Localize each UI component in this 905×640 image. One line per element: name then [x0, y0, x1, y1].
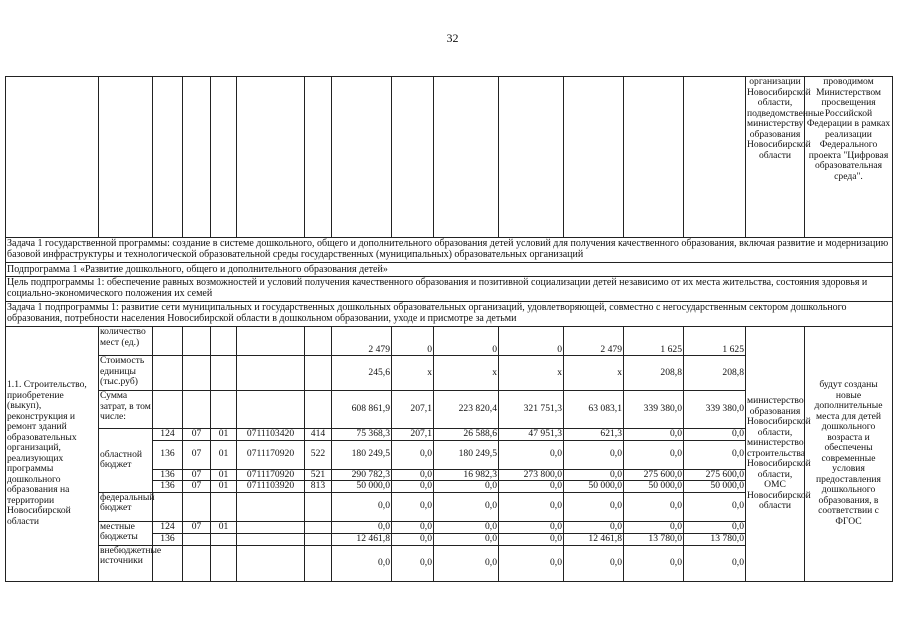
value-cell: 0,0 — [434, 545, 499, 581]
value-cell: 63 083,1 — [564, 391, 624, 429]
csr-code: 0711170920 — [237, 469, 305, 481]
value-cell: x — [499, 356, 564, 391]
value-cell: 0,0 — [684, 545, 746, 581]
value-cell: 0,0 — [564, 440, 624, 469]
value-cell: 0,0 — [392, 545, 434, 581]
value-cell: 0,0 — [392, 481, 434, 493]
value-cell: 16 982,3 — [434, 469, 499, 481]
rz-code: 07 — [183, 440, 211, 469]
value-cell: 2 479 — [332, 327, 392, 356]
result-cell-prev: проводимом Министерством просвещения Российской Федерации в рамках реализации Федерального проекта "Цифровая образовательная среда". — [805, 77, 893, 238]
value-cell: 0,0 — [392, 492, 434, 521]
goal-subprogram1: Цель подпрограммы 1: обеспечение равных возможностей и условий получения качественного образования и позитивной социализации детей независимо от их места жительства, состояния здоровья и социально-экономического положения их семей — [6, 277, 893, 302]
row-label: количество мест (ед.) — [99, 327, 153, 356]
pr-code: 01 — [211, 440, 237, 469]
value-cell: 0,0 — [624, 440, 684, 469]
task1-subprogram1: Задача 1 подпрограммы 1: развитие сети муниципальных и государственных дошкольных образовательных организаций, удовлетворяющей, совместно с негосударственным сектором дошкольного образования, потребности населения Новосибирской области в дошкольном образовании, уходе и присмотре за детьми — [6, 302, 893, 327]
value-cell: 0,0 — [564, 492, 624, 521]
rz-code: 07 — [183, 481, 211, 493]
row-label: областной бюджет — [99, 429, 153, 493]
value-cell: x — [392, 356, 434, 391]
value-cell: 275 600,0 — [624, 469, 684, 481]
value-cell: 0,0 — [392, 440, 434, 469]
value-cell: 75 368,3 — [332, 429, 392, 441]
value-cell: 47 951,3 — [499, 429, 564, 441]
row-quantity — [6, 327, 893, 356]
value-cell: 0,0 — [332, 545, 392, 581]
value-cell: 608 861,9 — [332, 391, 392, 429]
value-cell: 621,3 — [564, 429, 624, 441]
task1-gp: Задача 1 государственной программы: создание в системе дошкольного, общего и дополнительного образования детей условий для получения качественного образования, включая развитие и модернизацию базовой инфраструктуры и технологической образовательной среды государственных (муниципальных) образовательных организаций — [6, 238, 893, 263]
value-cell: 0,0 — [564, 545, 624, 581]
value-cell: 208,8 — [624, 356, 684, 391]
rz-code — [183, 533, 211, 545]
row-label: Стоимость единицы (тыс.руб) — [99, 356, 153, 391]
value-cell: 0,0 — [684, 429, 746, 441]
value-cell: x — [434, 356, 499, 391]
pr-code: 01 — [211, 429, 237, 441]
value-cell: 50 000,0 — [332, 481, 392, 493]
value-cell: 12 461,8 — [564, 533, 624, 545]
value-cell: 339 380,0 — [624, 391, 684, 429]
pr-code: 01 — [211, 521, 237, 533]
value-cell: 2 479 — [564, 327, 624, 356]
value-cell: 0,0 — [624, 545, 684, 581]
value-cell: 321 751,3 — [499, 391, 564, 429]
value-cell: 290 782,3 — [332, 469, 392, 481]
row-label: внебюджетные источники — [99, 545, 153, 581]
value-cell: 207,1 — [392, 391, 434, 429]
value-cell: 0,0 — [684, 492, 746, 521]
value-cell: 339 380,0 — [684, 391, 746, 429]
csr-code: 0711170920 — [237, 440, 305, 469]
value-cell: 273 800,0 — [499, 469, 564, 481]
grbs-code: 124 — [153, 521, 183, 533]
value-cell: 0,0 — [624, 521, 684, 533]
value-cell: 0,0 — [332, 492, 392, 521]
value-cell: 0,0 — [434, 481, 499, 493]
value-cell: 0 — [499, 327, 564, 356]
value-cell: 0,0 — [392, 533, 434, 545]
vr-code: 522 — [305, 440, 332, 469]
value-cell: 0,0 — [392, 521, 434, 533]
grbs-code: 136 — [153, 481, 183, 493]
value-cell: 0,0 — [434, 521, 499, 533]
value-cell: 13 780,0 — [624, 533, 684, 545]
value-cell: 245,6 — [332, 356, 392, 391]
value-cell: 0,0 — [434, 533, 499, 545]
grbs-code: 136 — [153, 440, 183, 469]
value-cell: 0 — [392, 327, 434, 356]
grbs-code: 124 — [153, 429, 183, 441]
value-cell: 1 625 — [624, 327, 684, 356]
activity-result: будут созданы новые дополнительные места для детей дошкольного возраста и обеспечены современные условия предоставления дошкольного образования, в соответствии с ФГОС — [805, 327, 893, 582]
value-cell: 0,0 — [434, 492, 499, 521]
value-cell: 50 000,0 — [564, 481, 624, 493]
value-cell: 223 820,4 — [434, 391, 499, 429]
value-cell: 0,0 — [684, 521, 746, 533]
pr-code: 01 — [211, 469, 237, 481]
value-cell: 0,0 — [499, 533, 564, 545]
subprogram1-title: Подпрограмма 1 «Развитие дошкольного, общего и дополнительного образования детей» — [6, 263, 893, 277]
value-cell: 50 000,0 — [684, 481, 746, 493]
value-cell: 0,0 — [332, 521, 392, 533]
row-label: федеральный бюджет — [99, 492, 153, 521]
value-cell: 13 780,0 — [684, 533, 746, 545]
page-number: 32 — [446, 31, 459, 45]
row-label: местные бюджеты — [99, 521, 153, 545]
vr-code: 813 — [305, 481, 332, 493]
value-cell: 26 588,6 — [434, 429, 499, 441]
value-cell: 207,1 — [392, 429, 434, 441]
value-cell: 0,0 — [564, 521, 624, 533]
pr-code — [211, 533, 237, 545]
value-cell: 0,0 — [499, 481, 564, 493]
value-cell: 0 — [434, 327, 499, 356]
activity-executor: министерство образования Новосибирской области, министерство строительства Новосибирской области, ОМС Новосибирской области — [746, 327, 805, 582]
value-cell: 0,0 — [624, 429, 684, 441]
value-cell: 275 600,0 — [684, 469, 746, 481]
rz-code: 07 — [183, 521, 211, 533]
value-cell: 0,0 — [392, 469, 434, 481]
value-cell: x — [564, 356, 624, 391]
value-cell: 0,0 — [499, 492, 564, 521]
value-cell: 0,0 — [564, 469, 624, 481]
value-cell: 0,0 — [499, 521, 564, 533]
rz-code: 07 — [183, 469, 211, 481]
activity-name: 1.1. Строительство, приобретение (выкуп), реконструкция и ремонт зданий образовательных организаций, реализующих программы дошкольного образования на территории Новосибирской области — [6, 327, 99, 582]
value-cell: 50 000,0 — [624, 481, 684, 493]
row-label: Сумма затрат, в том числе: — [99, 391, 153, 429]
vr-code: 414 — [305, 429, 332, 441]
grbs-code: 136 — [153, 533, 183, 545]
pr-code: 01 — [211, 481, 237, 493]
value-cell: 0,0 — [499, 440, 564, 469]
csr-code: 0711103420 — [237, 429, 305, 441]
executor-cell-prev: организации Новосибирской области, подведомственные министерству образования Новосибирской области — [746, 77, 805, 238]
value-cell: 1 625 — [684, 327, 746, 356]
value-cell: 0,0 — [499, 545, 564, 581]
value-cell: 180 249,5 — [434, 440, 499, 469]
value-cell: 180 249,5 — [332, 440, 392, 469]
value-cell: 208,8 — [684, 356, 746, 391]
grbs-code: 136 — [153, 469, 183, 481]
continuation-row — [6, 77, 893, 238]
csr-code: 0711103920 — [237, 481, 305, 493]
vr-code: 521 — [305, 469, 332, 481]
value-cell: 12 461,8 — [332, 533, 392, 545]
program-table — [5, 76, 893, 582]
rz-code: 07 — [183, 429, 211, 441]
value-cell: 0,0 — [684, 440, 746, 469]
value-cell: 0,0 — [624, 492, 684, 521]
